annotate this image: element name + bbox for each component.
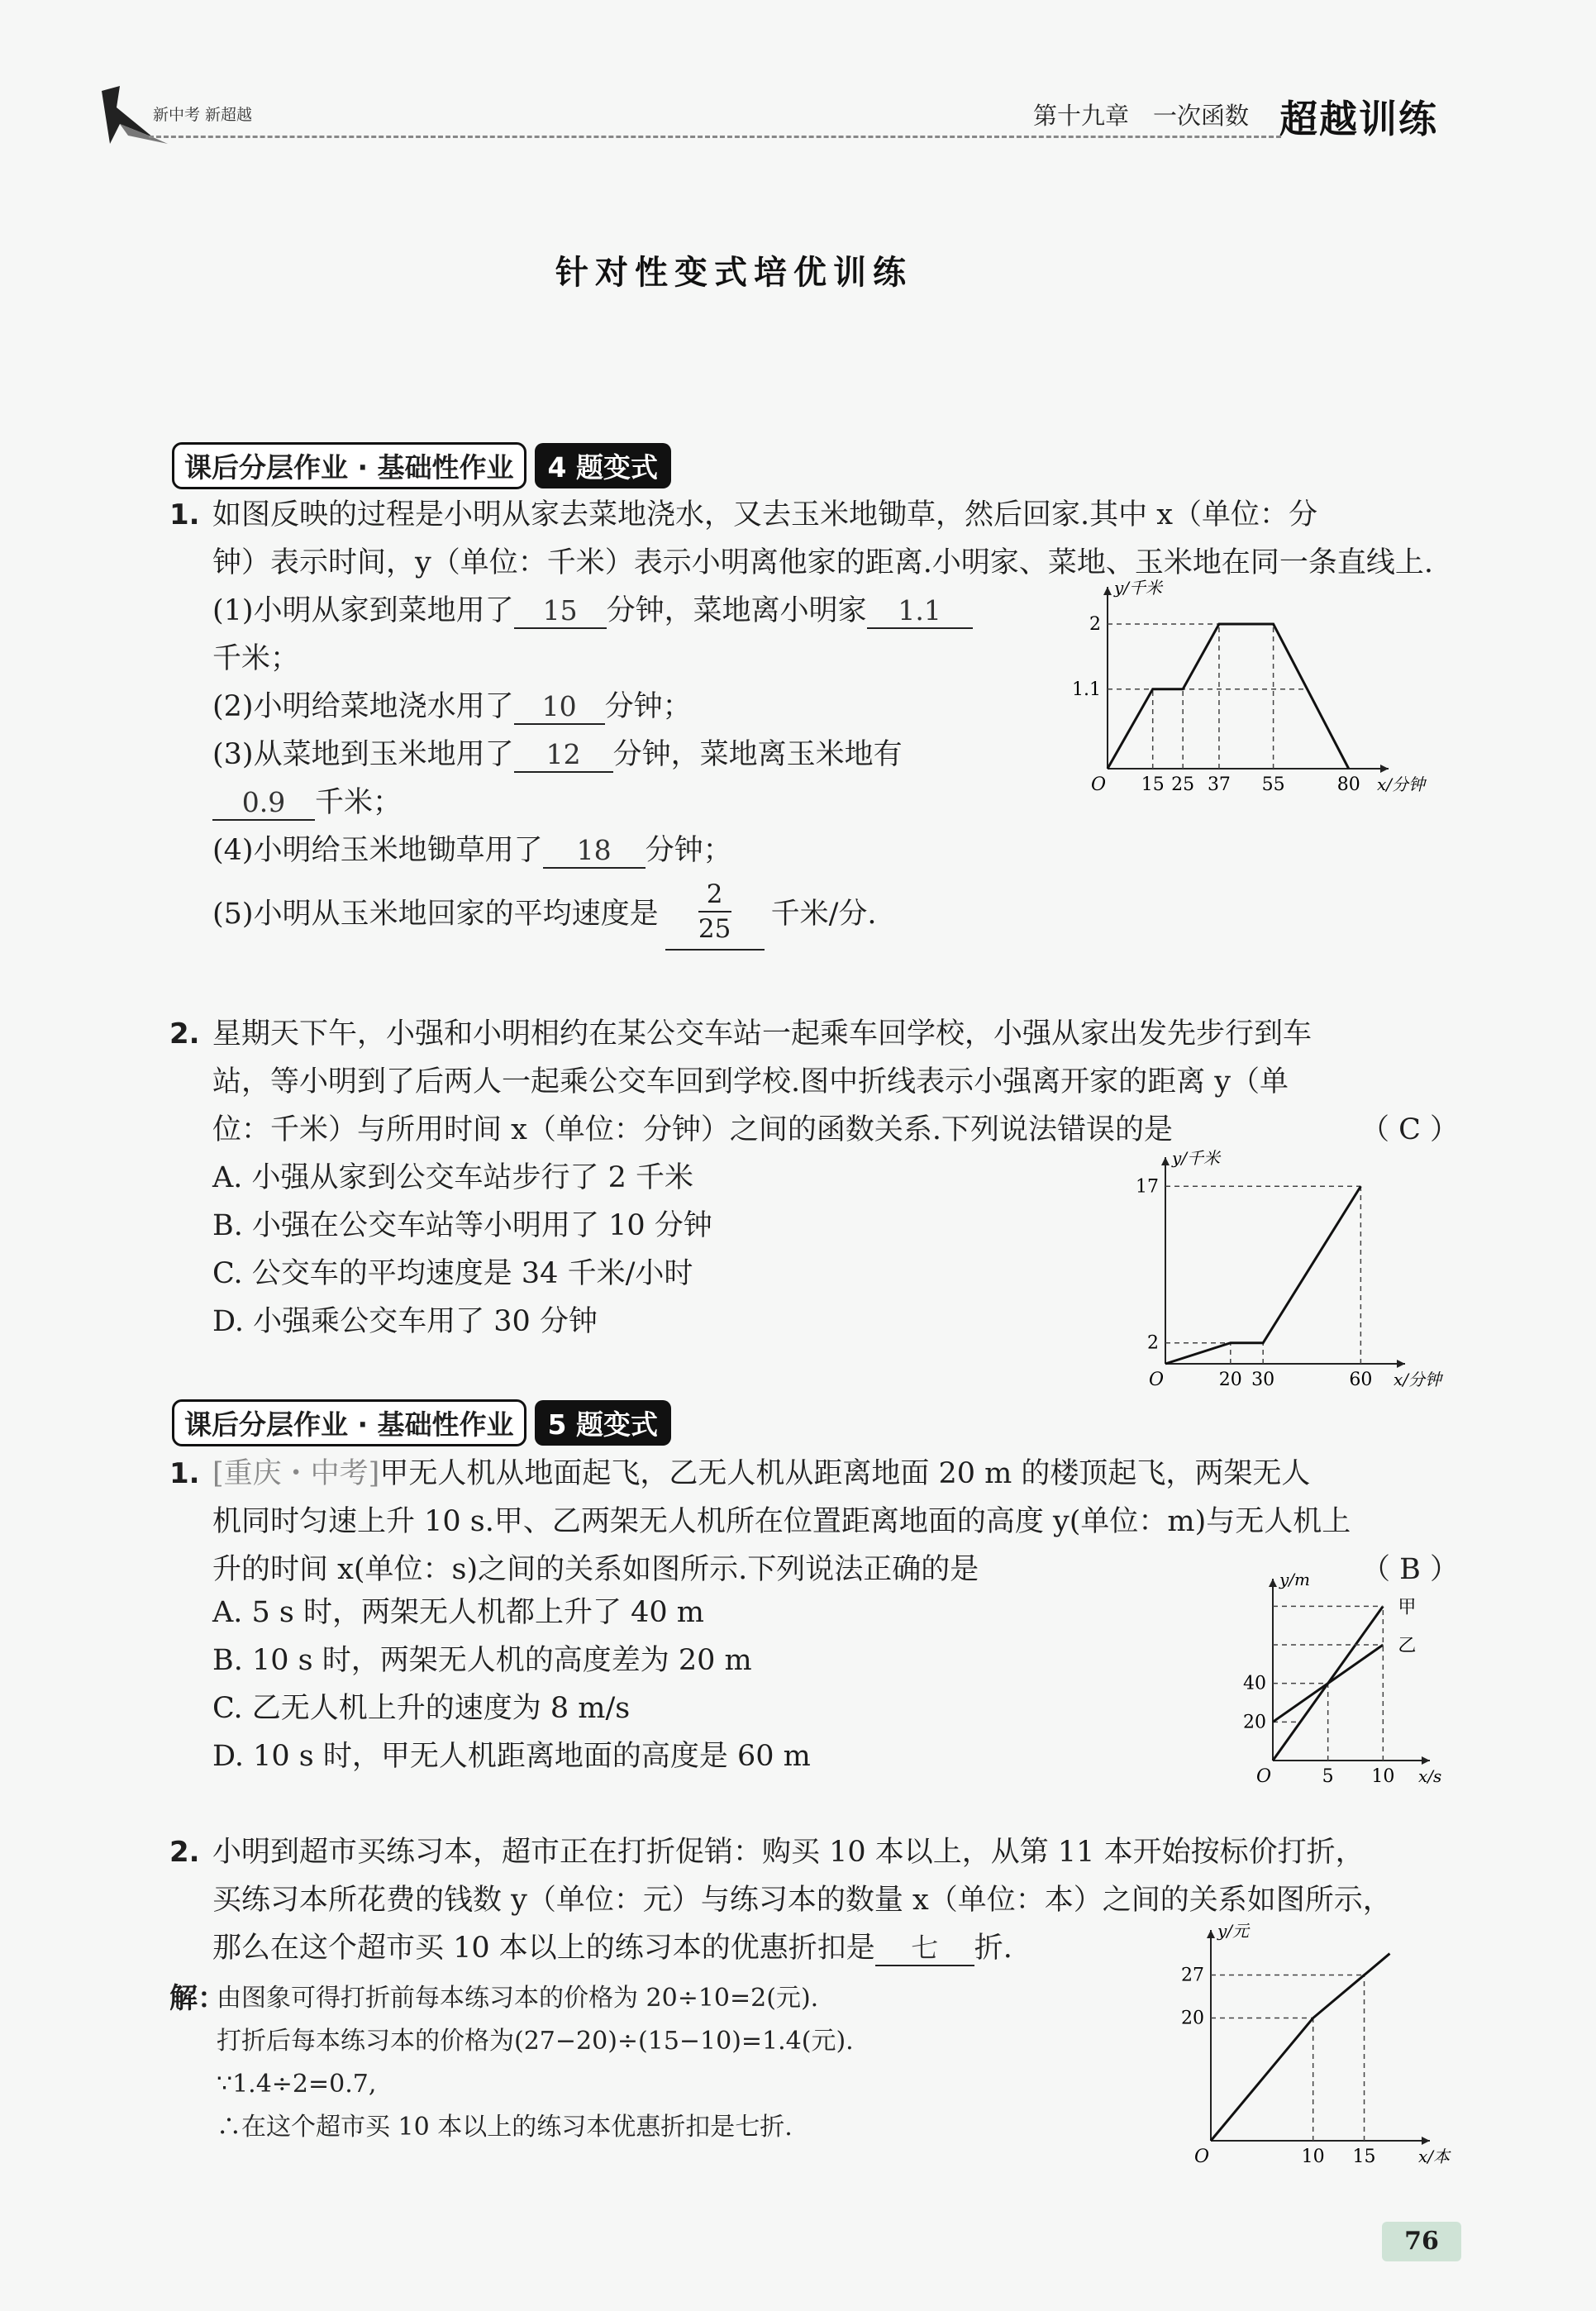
q1-1-part2	[212, 683, 1039, 731]
origin-label: O	[1194, 2147, 1210, 2167]
x-tick-label: 15	[1352, 2147, 1376, 2167]
options-list	[212, 1589, 811, 1780]
part-text: (4)小明给玉米地锄草用了	[212, 834, 543, 867]
part-text: 分钟；	[604, 690, 692, 723]
y-tick-label: 17	[1136, 1176, 1159, 1198]
x-tick-label: 80	[1336, 774, 1360, 795]
y-axis-label: y/千米	[1172, 1149, 1221, 1168]
x-tick-label: 10	[1301, 2147, 1325, 2167]
origin-label: O	[1091, 774, 1107, 795]
x-axis-label: x/分钟	[1377, 774, 1426, 794]
question-stem-line: 那么在这个超市买 10 本以上的练习本的优惠折扣是	[212, 1932, 875, 1965]
q1-1-part3	[212, 731, 1039, 779]
y-tick-label: 20	[1181, 2008, 1204, 2029]
section-label: 课后分层作业 · 基础性作业	[172, 442, 526, 489]
question-stem-line: 机同时匀速上升 10 s.甲、乙两架无人机所在位置距离地面的高度 y(单位：m)与无人机上	[212, 1505, 1351, 1538]
question-number: 2.	[169, 1836, 200, 1869]
page-number: 76	[1382, 2222, 1461, 2261]
chart-distance-time-2	[1116, 1149, 1463, 1397]
answer-blank: 12	[514, 738, 613, 773]
answer-fraction	[698, 878, 731, 946]
chart-drone-height	[1223, 1570, 1471, 1785]
option-a: A. 5 s 时，两架无人机都上升了 40 m	[212, 1596, 704, 1629]
answer-blank: 1.1	[867, 594, 973, 629]
brand-text: 新中考 新超越	[153, 106, 253, 124]
answer-choice: （ C ）	[1360, 1113, 1459, 1146]
x-axis-label: x/分钟	[1394, 1370, 1442, 1389]
section-tag: 5 题变式	[535, 1400, 671, 1446]
q1-1-part4	[212, 827, 1039, 874]
option-a: A. 小强从家到公交车站步行了 2 千米	[212, 1161, 694, 1194]
chapter-title: 第十九章 一次函数	[1033, 102, 1250, 130]
question-stem-line: 折.	[974, 1932, 1012, 1965]
x-tick-label: 10	[1371, 1766, 1395, 1785]
solution-line: ∵1.4÷2=0.7,	[217, 2070, 377, 2099]
part-text: (1)小明从家到菜地用了	[212, 594, 514, 627]
y-axis-arrow	[1269, 1579, 1277, 1587]
option-d: D. 小强乘公交车用了 30 分钟	[212, 1305, 598, 1338]
solution-line: 由图象可得打折前每本练习本的价格为 20÷10=2(元).	[217, 1984, 819, 2013]
question-stem-line: 甲无人机从地面起飞，乙无人机从距离地面 20 m 的楼顶起飞，两架无人	[379, 1457, 1311, 1490]
section-label: 课后分层作业 · 基础性作业	[172, 1399, 526, 1446]
x-tick-label: 37	[1207, 774, 1231, 795]
q1-1-part1	[212, 587, 1039, 635]
answer-blank: 10	[514, 690, 605, 725]
answer-blank: 0.9	[212, 786, 315, 821]
solution-block	[217, 1977, 1126, 2149]
origin-label: O	[1256, 1766, 1272, 1785]
question-stem-line: 星期天下午，小强和小明相约在某公交车站一起乘车回学校，小强从家出发先步行到车	[212, 1017, 1313, 1051]
question-stem-line: 小明到超市买练习本，超市正在打折促销：购买 10 本以上，从第 11 本开始按标价打折，	[212, 1836, 1365, 1869]
part-text: (5)小明从玉米地回家的平均速度是	[212, 898, 659, 931]
section-banner-2	[172, 1399, 671, 1446]
x-tick-label: 55	[1261, 774, 1285, 795]
data-line	[1211, 1954, 1389, 2141]
question-1-2	[169, 1010, 1459, 1154]
y-axis-label: y/千米	[1114, 579, 1163, 598]
x-axis-label: x/本	[1418, 2147, 1451, 2166]
y-axis-arrow	[1207, 1930, 1215, 1938]
y-axis-arrow	[1103, 587, 1112, 595]
y-tick-label: 2	[1147, 1332, 1159, 1354]
y-axis-label: y/m	[1279, 1570, 1311, 1589]
x-tick-label: 30	[1251, 1370, 1275, 1390]
option-c: C. 公交车的平均速度是 34 千米/小时	[212, 1257, 693, 1290]
question-stem-line: 站，等小明到了后两人一起乘公交车回到学校.图中折线表示小强离开家的距离 y（单	[212, 1065, 1289, 1098]
y-axis-label: y/元	[1217, 1921, 1250, 1941]
fraction-numerator: 2	[706, 879, 723, 909]
y-tick-label: 1.1	[1072, 679, 1101, 700]
question-number: 2.	[169, 1017, 200, 1051]
question-number: 1.	[169, 498, 200, 531]
answer-blank	[665, 878, 765, 951]
x-tick-label: 25	[1171, 774, 1195, 795]
y-tick-label: 20	[1243, 1712, 1266, 1733]
part-text: 千米/分.	[770, 898, 877, 931]
answer-blank: 18	[543, 834, 646, 869]
origin-label: O	[1149, 1370, 1165, 1390]
question-number: 1.	[169, 1457, 200, 1490]
y-tick-label: 40	[1243, 1673, 1266, 1694]
page-title: 针对性变式培优训练	[555, 254, 912, 292]
option-d: D. 10 s 时，甲无人机距离地面的高度是 60 m	[212, 1740, 811, 1773]
data-line	[1108, 624, 1349, 769]
x-tick-label: 5	[1322, 1766, 1334, 1785]
part-text: 分钟，菜地离小明家	[606, 594, 867, 627]
question-stem-line: 钟）表示时间，y（单位：千米）表示小明离他家的距离.小明家、菜地、玉米地在同一条直线上.	[212, 546, 1434, 579]
y-axis-arrow	[1161, 1157, 1170, 1165]
chart-distance-time-1	[1066, 579, 1463, 810]
question-source: [重庆・中考]	[212, 1457, 380, 1490]
q1-1-part3b	[212, 779, 708, 827]
answer-choice: （ B ）	[1361, 1553, 1459, 1586]
x-axis-arrow	[1397, 1360, 1405, 1368]
section-banner-1	[172, 442, 671, 489]
x-axis-arrow	[1422, 1756, 1430, 1765]
x-axis-label: x/s	[1418, 1766, 1442, 1785]
header-rule	[149, 136, 1281, 138]
chart-price-quantity	[1157, 1918, 1455, 2174]
series-title: 超越训练	[1279, 97, 1438, 141]
q1-1-part5	[212, 878, 1122, 951]
data-line	[1165, 1186, 1360, 1364]
part-text: 千米；	[212, 642, 300, 675]
part-text: 分钟，菜地离玉米地有	[612, 738, 903, 771]
x-axis-arrow	[1422, 2137, 1430, 2145]
y-tick-label: 27	[1181, 1965, 1204, 1986]
option-b: B. 小强在公交车站等小明用了 10 分钟	[212, 1209, 712, 1242]
solution-label: 解：	[169, 1982, 226, 2015]
series-label: 乙	[1398, 1636, 1417, 1656]
section-tag: 4 题变式	[535, 443, 671, 488]
question-stem-line: 位：千米）与所用时间 x（单位：分钟）之间的函数关系.下列说法错误的是	[212, 1113, 1173, 1146]
part-text: 分钟；	[645, 834, 732, 867]
x-tick-label: 15	[1141, 774, 1165, 795]
y-tick-label: 2	[1089, 614, 1101, 635]
x-axis-arrow	[1380, 765, 1389, 773]
question-stem-line: 买练习本所花费的钱数 y（单位：元）与练习本的数量 x（单位：本）之间的关系如图所示，	[212, 1884, 1392, 1917]
question-1-1	[169, 491, 1459, 587]
options-list	[212, 1154, 712, 1346]
option-b: B. 10 s 时，两架无人机的高度差为 20 m	[212, 1644, 752, 1677]
series-label: 甲	[1398, 1597, 1417, 1618]
part-text: 千米；	[315, 786, 403, 819]
x-tick-label: 60	[1349, 1370, 1373, 1390]
x-tick-label: 20	[1218, 1370, 1242, 1390]
question-stem-line: 如图反映的过程是小明从家去菜地浇水，又去玉米地锄草，然后回家.其中 x（单位：分	[212, 498, 1317, 531]
answer-blank: 15	[514, 594, 607, 629]
part-text: (3)从菜地到玉米地用了	[212, 738, 514, 771]
question-stem-line: 升的时间 x(单位：s)之间的关系如图所示.下列说法正确的是	[212, 1553, 979, 1586]
option-c: C. 乙无人机上升的速度为 8 m/s	[212, 1692, 631, 1725]
part-text: (2)小明给菜地浇水用了	[212, 690, 514, 723]
fraction-denominator: 25	[698, 914, 731, 944]
answer-blank: 七	[875, 1932, 974, 1966]
solution-line: ∴在这个超市买 10 本以上的练习本优惠折扣是七折.	[217, 2113, 793, 2142]
solution-line: 打折后每本练习本的价格为(27−20)÷(15−10)=1.4(元).	[217, 2027, 854, 2056]
